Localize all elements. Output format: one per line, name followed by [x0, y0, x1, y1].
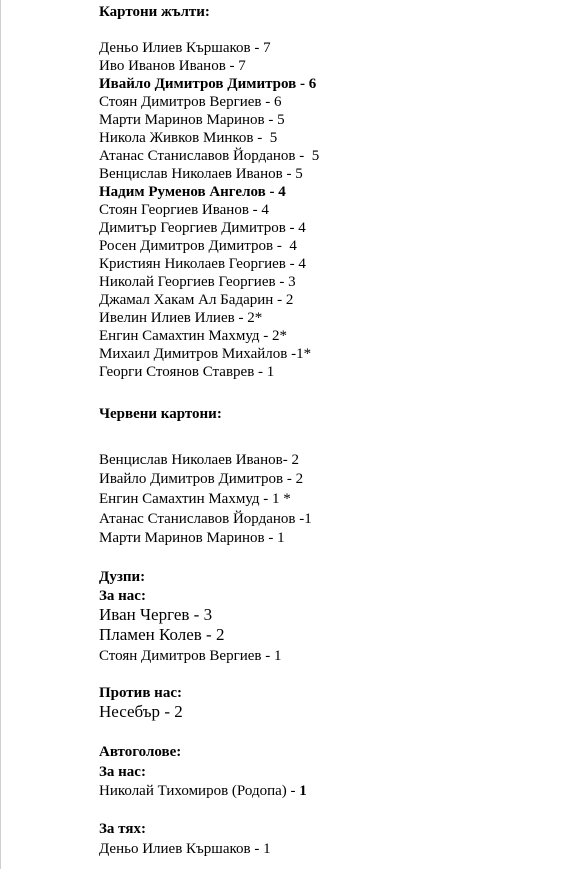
- list-item: Стоян Димитров Вергиев - 6: [99, 94, 282, 110]
- list-item: Марти Маринов Маринов - 1: [99, 530, 285, 546]
- list-item: Росен Димитров Димитров - 4: [99, 238, 297, 254]
- list-item: Михаил Димитров Михайлов -1*: [99, 346, 312, 362]
- list-item: Венцислав Николаев Иванов- 2: [99, 452, 299, 468]
- list-item: Несебър - 2: [99, 702, 183, 721]
- page-edge-line: [0, 0, 1, 869]
- penalties-for-heading: За нас:: [99, 588, 146, 604]
- list-item: Атанас Станиславов Йорданов - 5: [99, 148, 320, 164]
- list-item: Димитър Георгиев Димитров - 4: [99, 220, 306, 236]
- list-item: Иво Иванов Иванов - 7: [99, 58, 246, 74]
- red-cards-heading: Червени картони:: [99, 406, 222, 422]
- own-goals-against-heading: За тях:: [99, 821, 146, 837]
- own-goals-heading: Автоголове:: [99, 744, 182, 760]
- list-item: Деньо Илиев Кършаков - 1: [99, 841, 271, 857]
- list-item: Ивайло Димитров Димитров - 2: [99, 471, 304, 487]
- own-goals-for-heading: За нас:: [99, 764, 146, 780]
- list-item: Георги Стоянов Ставрев - 1: [99, 364, 275, 380]
- list-item: Кристиян Николаев Георгиев - 4: [99, 256, 306, 272]
- list-item: Венцислав Николаев Иванов - 5: [99, 166, 303, 182]
- list-item: Стоян Георгиев Иванов - 4: [99, 202, 269, 218]
- list-item: Енгин Самахтин Махмуд - 1 *: [99, 491, 291, 507]
- list-item: Марти Маринов Маринов - 5: [99, 112, 285, 128]
- list-item: Ивелин Илиев Илиев - 2*: [99, 310, 263, 326]
- list-item: Надим Руменов Ангелов - 4: [99, 184, 286, 200]
- list-item: Николай Тихомиров (Родопа) - 1: [99, 783, 307, 799]
- list-item: Ивайло Димитров Димитров - 6: [99, 76, 317, 92]
- penalties-against-heading: Против нас:: [99, 685, 182, 701]
- list-item: Никола Живков Минков - 5: [99, 130, 278, 146]
- yellow-cards-heading: Картони жълти:: [99, 4, 210, 20]
- list-item: Иван Чергев - 3: [99, 605, 213, 624]
- list-item: Стоян Димитров Вергиев - 1: [99, 648, 282, 664]
- penalties-heading: Дузпи:: [99, 569, 146, 585]
- list-item: Деньо Илиев Кършаков - 7: [99, 40, 271, 56]
- list-item: Пламен Колев - 2: [99, 625, 225, 644]
- list-item: Джамал Хакам Ал Бадарин - 2: [99, 292, 294, 308]
- list-item: Енгин Самахтин Махмуд - 2*: [99, 328, 288, 344]
- list-item: Николай Георгиев Георгиев - 3: [99, 274, 296, 290]
- list-item: Атанас Станиславов Йорданов -1: [99, 511, 312, 527]
